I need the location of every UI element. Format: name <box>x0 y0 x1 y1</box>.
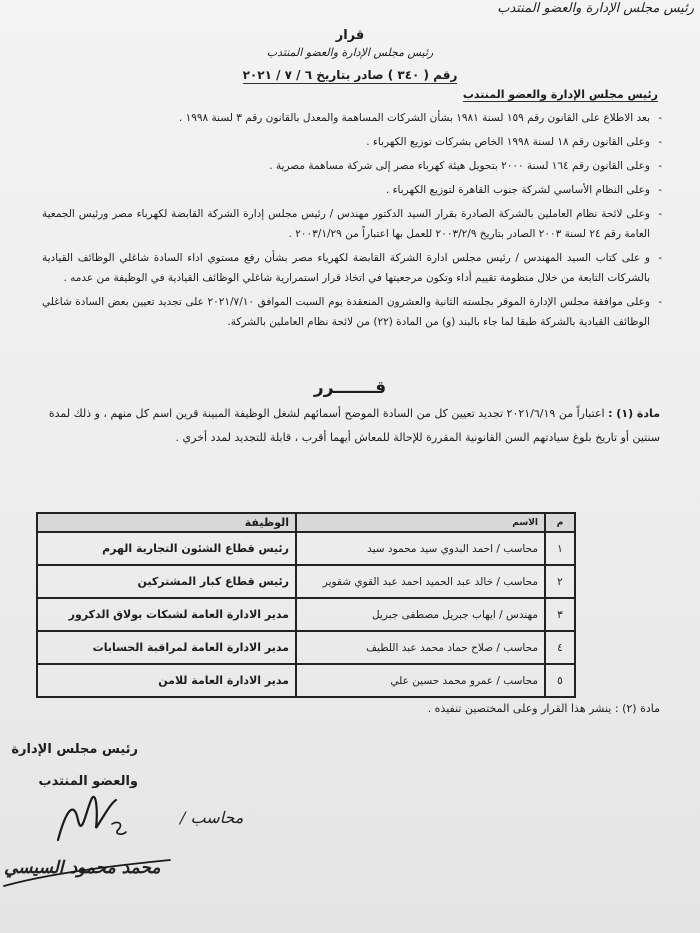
article-1-label: مادة (١) : <box>608 407 660 420</box>
issuer-subtitle: رئيس مجلس الإدارة والعضو المنتدب <box>266 46 434 59</box>
decision-title: قرار <box>335 28 365 43</box>
signatory-title-line-2: والعضو المنتدب <box>38 774 138 789</box>
row-job: مدير الادارة العامة للامن <box>37 664 296 697</box>
decision-number-line <box>0 68 700 82</box>
header-job: الوظيفة <box>37 513 296 532</box>
signer-name: محمد محمود السيسي <box>4 858 161 878</box>
row-name: محاسب / صلاح حماد محمد عبد اللطيف <box>296 631 545 664</box>
row-name: محاسب / خالد عبد الحميد احمد عبد القوي شقوير <box>296 565 545 598</box>
table-row <box>37 664 575 697</box>
table-row <box>37 598 575 631</box>
recital-item: - وعلى لائحة نظام العاملين بالشركة الصادرة بقرار السيد الدكتور مهندس / رئيس مجلس إدارة الشركة القابضة لكهرباء مصر ورئيس الجمعية العامة رقم ٢٤ لسنة ٢٠٠٣ الصادر بتاريخ ٢٠٠٣/٢/٩ للعمل بها اعتباراً من ٢٠٠٣/١/٢٩ . <box>42 204 662 244</box>
row-name: محاسب / عمرو محمد حسين علي <box>296 664 545 697</box>
salutation: رئيس مجلس الإدارة والعضو المنتدب <box>462 88 658 101</box>
row-job: رئيس قطاع كبار المشتركين <box>37 565 296 598</box>
recital-item: - وعلى النظام الأساسي لشركة جنوب القاهرة لتوزيع الكهرباء . <box>42 180 662 200</box>
table-row <box>37 631 575 664</box>
table-row <box>37 532 575 565</box>
row-job: مدير الادارة العامة لشبكات بولاق الدكرور <box>37 598 296 631</box>
article-2: مادة (٢) : ينشر هذا القرار وعلى المختصين تنفيذه . <box>427 702 660 715</box>
row-name: مهندس / ايهاب جبريل مصطفى جبريل <box>296 598 545 631</box>
recitals-list <box>42 108 662 336</box>
header-index: م <box>545 513 575 532</box>
table-row <box>37 565 575 598</box>
handwritten-note: رئيس مجلس الإدارة والعضو المنتدب <box>497 1 694 16</box>
article-1 <box>40 402 660 450</box>
row-job: رئيس قطاع الشئون التجارية الهرم <box>37 532 296 565</box>
article-1-text: اعتباراً من ٢٠٢١/٦/١٩ تجديد تعيين كل من السادة الموضح أسمائهم لشغل الوظيفة المبينة قرين اسم كل منهم ، و ذلك لمدة سنتين أو تاريخ بلوغ سيادتهم السن القانونية المقررة للإحالة للمعاش أيهما أقرب ، قابلة للتجديد لمدد أخري . <box>48 407 660 444</box>
signatory-title-line-1: رئيس مجلس الإدارة <box>11 742 138 757</box>
decision-number: رقم ( ٣٤٠ ) صادر بتاريخ ٦ / ٧ / ٢٠٢١ <box>242 68 458 82</box>
signatory-title <box>0 734 138 798</box>
row-index: ٤ <box>545 631 575 664</box>
row-job: مدير الادارة العامة لمراقبة الحسابات <box>37 631 296 664</box>
row-index: ٣ <box>545 598 575 631</box>
appointees-table <box>36 512 576 698</box>
recital-item: - وعلى موافقة مجلس الإدارة الموقر بجلسته الثانية والعشرون المنعقدة يوم السبت الموافق ٢٠٢١/٧/١٠ على تجديد تعيين بعض السادة شاغلي الوظائف القيادية بالشركة طبقا لما جاء بالبند (و) من المادة (٢٢) من لائحة نظام العاملين بالشركة. <box>42 292 662 332</box>
recital-item: - بعد الاطلاع على القانون رقم ١٥٩ لسنة ١٩٨١ بشأن الشركات المساهمة والمعدل بالقانون رقم ٣ لسنة ١٩٩٨ . <box>42 108 662 128</box>
signature-mark <box>52 790 132 850</box>
header-name: الاسم <box>296 513 545 532</box>
signature-underline <box>0 846 180 896</box>
recital-item: - وعلى القانون رقم ١٨ لسنة ١٩٩٨ الخاص بشركات توزيع الكهرباء . <box>42 132 662 152</box>
row-name: محاسب / احمد البدوي سيد محمود سيد <box>296 532 545 565</box>
row-index: ١ <box>545 532 575 565</box>
row-index: ٥ <box>545 664 575 697</box>
table-header-row <box>37 513 575 532</box>
row-index: ٢ <box>545 565 575 598</box>
recital-item: - و على كتاب السيد المهندس / رئيس مجلس ادارة الشركة القابضة لكهرباء مصر بشأن رفع مستوي اداء السادة شاغلي الوظائف القيادية بالشركات التابعة من خلال منظومة تقييم أداء وتكون مرجعيتها في اتخاذ قرار استمرارية شاغلي الوظائف القيادية في الوظيفة من عدمه . <box>42 248 662 288</box>
decision-heading: قـــــــرر <box>313 378 387 398</box>
recital-item: - وعلى القانون رقم ١٦٤ لسنة ٢٠٠٠ بتحويل هيئة كهرباء مصر إلى شركة مساهمة مصرية . <box>42 156 662 176</box>
accountant-title: محاسب / <box>180 808 244 827</box>
